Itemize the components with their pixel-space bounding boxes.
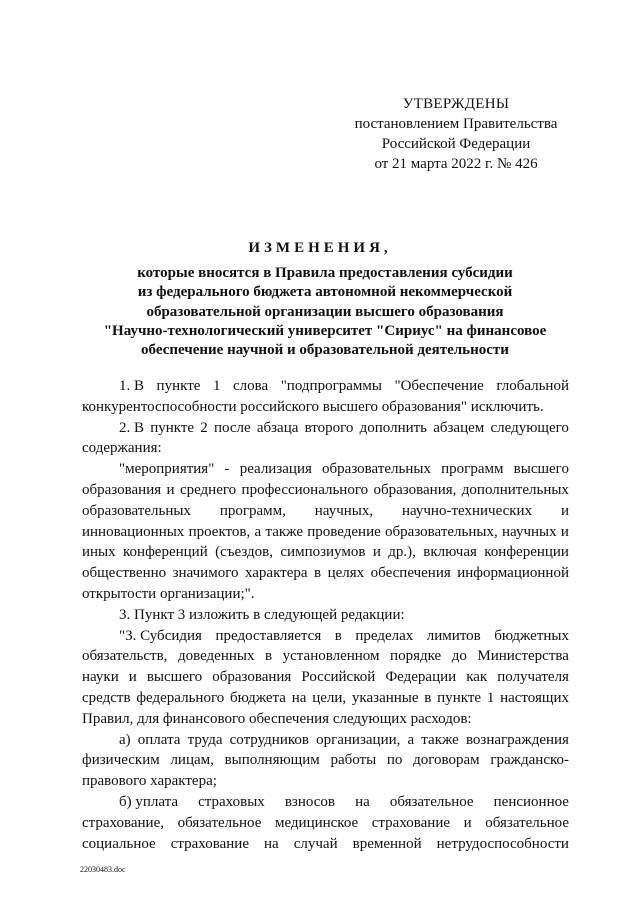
body-word: Федерации [385,669,457,686]
body-word: целях [327,565,365,582]
body-word: после [213,419,251,436]
subtitle-line: которые вносятся в Правила предоставления субсидии [137,265,513,281]
body-word: случай [293,835,338,852]
body-line [82,750,569,771]
document-subtitle [60,264,590,360]
body-word: обязательное [177,814,262,831]
body-word: симпозиумов [280,544,366,561]
body-line [82,605,569,626]
body-word: страховых [198,793,265,810]
body-word: бюджетных [494,627,569,644]
body-word: по [386,752,403,769]
body-word: обязательств, [82,648,168,665]
body-line [82,792,569,813]
body-word: информационной [457,565,569,582]
body-word: др.), [388,544,416,561]
body-word: настоящих [500,689,569,706]
body-word: б) уплата [119,793,179,810]
body-word: 1 [486,689,495,706]
body-word: пункте [156,378,201,394]
approval-line-3: от 21 марта 2022 г. № 426 [374,156,538,172]
body-word: 2. В [119,419,145,436]
body-word: конкурентоспособности российского высшего образования" исключить. [82,398,544,415]
body-word: страхование [170,835,249,852]
body-word: и [128,669,137,686]
body-word: и [463,814,472,831]
body-word: Правил, для финансового обеспечения следующих расходов: [82,710,472,727]
body-word: абзацем [433,419,485,436]
body-word: инновационных [82,523,185,540]
body-line [82,709,569,730]
body-word: порядке [390,648,442,665]
body-word: федерального [136,689,225,706]
body-word: вознаграждения [465,731,569,748]
body-word: "Обеспечение [394,378,484,394]
body-word: научно-технических [401,502,533,519]
body-word: образования [212,669,292,686]
body-word: гражданско- [490,752,569,769]
body-word: также [421,731,459,748]
body-word: "мероприятия" [119,461,215,478]
body-word: договорам [413,752,480,769]
body-word: до [451,648,467,665]
body-word: на [264,835,279,852]
body-word: второго [304,419,354,436]
body-word: конференции [484,544,569,561]
body-word: в [424,689,432,706]
body-word: бюджета [230,689,286,706]
body-word: а [407,731,415,748]
body-word: глобальной [496,378,569,394]
body-word: образовательных [322,461,431,478]
body-word: и [560,523,569,540]
body-line [82,397,569,418]
body-word: медицинское [274,814,359,831]
body-word: на [355,793,370,810]
body-word: выполняющим [224,752,320,769]
body-word: программ, [219,502,286,519]
body-word: работы [330,752,377,769]
subtitle-line: обеспечение научной и образовательной деятельности [141,342,509,359]
body-line [82,480,569,501]
body-word: получателя [497,669,569,686]
body-line [82,563,569,584]
body-line [82,667,569,688]
body-line [82,459,569,480]
approval-block [340,94,572,174]
body-word: нетрудоспособности [436,835,569,852]
body-word: проектов, [188,523,251,540]
body-word: в [265,648,273,665]
body-word: общественно [82,565,167,582]
body-word: на [291,689,307,706]
body-line [82,584,569,605]
body-word: труда [187,731,223,748]
body-word: образовательных, [385,523,498,540]
body-word: указанные [351,689,419,706]
body-line [82,771,569,792]
body-word: конференций [123,544,208,561]
body-word: страхование [371,814,451,831]
body-line [82,501,569,522]
body-word: 1 [212,378,221,394]
body-word: образовательных [82,502,191,519]
body-word: лимитов [426,627,481,644]
body-word: образования [82,481,162,498]
document-title: ИЗМЕНЕНИЯ, [248,240,392,256]
body-word: высшего [146,669,203,686]
body-word: и [560,502,569,519]
body-word: лицам, [170,752,214,769]
body-word: обязательное [389,793,474,810]
body-word: сотрудников [229,731,309,748]
body-word: социальное [82,835,156,852]
body-word: характера [244,565,308,582]
body-word: иных [82,544,116,561]
body-word: "3. Субсидия [119,627,202,644]
body-word: среднего [179,481,237,498]
body-word: временной [352,835,422,852]
body-word: реализация [239,461,312,478]
body-word: открытости организации;". [82,585,255,602]
body-word: дополнительных [461,481,569,498]
approval-line-1: постановлением Правительства [354,116,558,132]
body-word: программ [441,461,504,478]
body-word: образования, [373,481,457,498]
body-word: средств [82,689,131,706]
body-word: правового характера; [82,773,217,790]
body-word: пределах [355,627,414,644]
body-word: абзаца [256,419,299,436]
body-word: физическим [82,752,160,769]
body-word: высшего [513,461,569,478]
body-word: пенсионное [493,793,569,810]
body-word: также [265,523,303,540]
body-word: пункте [437,689,482,706]
body-word: научных, [314,502,374,519]
body-line [82,626,569,647]
body-word: дополнить [359,419,428,436]
body-word: 3. Пункт 3 изложить в следующей редакции: [119,606,405,623]
body-line [82,646,569,667]
body-word: пункте [150,419,195,436]
subtitle-line: "Научно-технологический университет "Сириус" на финансовое [103,322,547,339]
body-line [82,730,569,751]
body-word: страхование, [82,814,164,831]
footer-filename: 22030483.doc [80,865,126,874]
body-word: установленном [282,648,380,665]
body-word: цели, [312,689,347,706]
body-line [82,438,569,459]
body-word: значимого [172,565,239,582]
body-line [82,542,569,563]
body-word: обеспечения [370,565,451,582]
body-word: проведение [307,523,381,540]
approval-line-2: Российской Федерации [381,136,531,152]
body-line [82,418,569,439]
body-word: в [314,565,322,582]
body-word: оплата [137,731,181,748]
body-word: включая [423,544,477,561]
subtitle-line: из федерального бюджета автономной некоммерческой [137,284,513,301]
document-body [82,376,569,854]
body-word: в [334,627,342,644]
body-line [82,376,569,397]
approval-heading: УТВЕРЖДЕНЫ [402,96,510,112]
body-word: 2 [200,419,208,436]
body-word: слова [232,378,269,394]
body-word: взносов [284,793,335,810]
body-word: "подпрограммы [280,378,382,394]
body-word: доведенных [177,648,255,665]
subtitle-line: образовательной организации высшего образования [146,303,504,320]
body-word: науки [82,669,119,686]
body-word: 1. В [119,378,145,394]
body-line [82,834,569,855]
body-word: а) [119,731,131,748]
body-word: научных [502,523,557,540]
body-word: и [166,481,175,498]
body-word: содержания: [82,440,162,457]
body-word: Министерства [477,648,569,665]
body-word: (съездов, [215,544,273,561]
body-word: а [254,523,262,540]
body-word: Российской [301,669,376,686]
body-line [82,688,569,709]
body-word: организации, [316,731,401,748]
body-word: как [466,669,488,686]
body-word: профессионального [241,481,369,498]
body-word: - [224,461,230,478]
body-word: следующего [490,419,569,436]
body-word: обязательное [485,814,569,831]
body-line [82,813,569,834]
body-line [82,522,569,543]
body-word: и [372,544,381,561]
body-word: предоставляется [215,627,322,644]
